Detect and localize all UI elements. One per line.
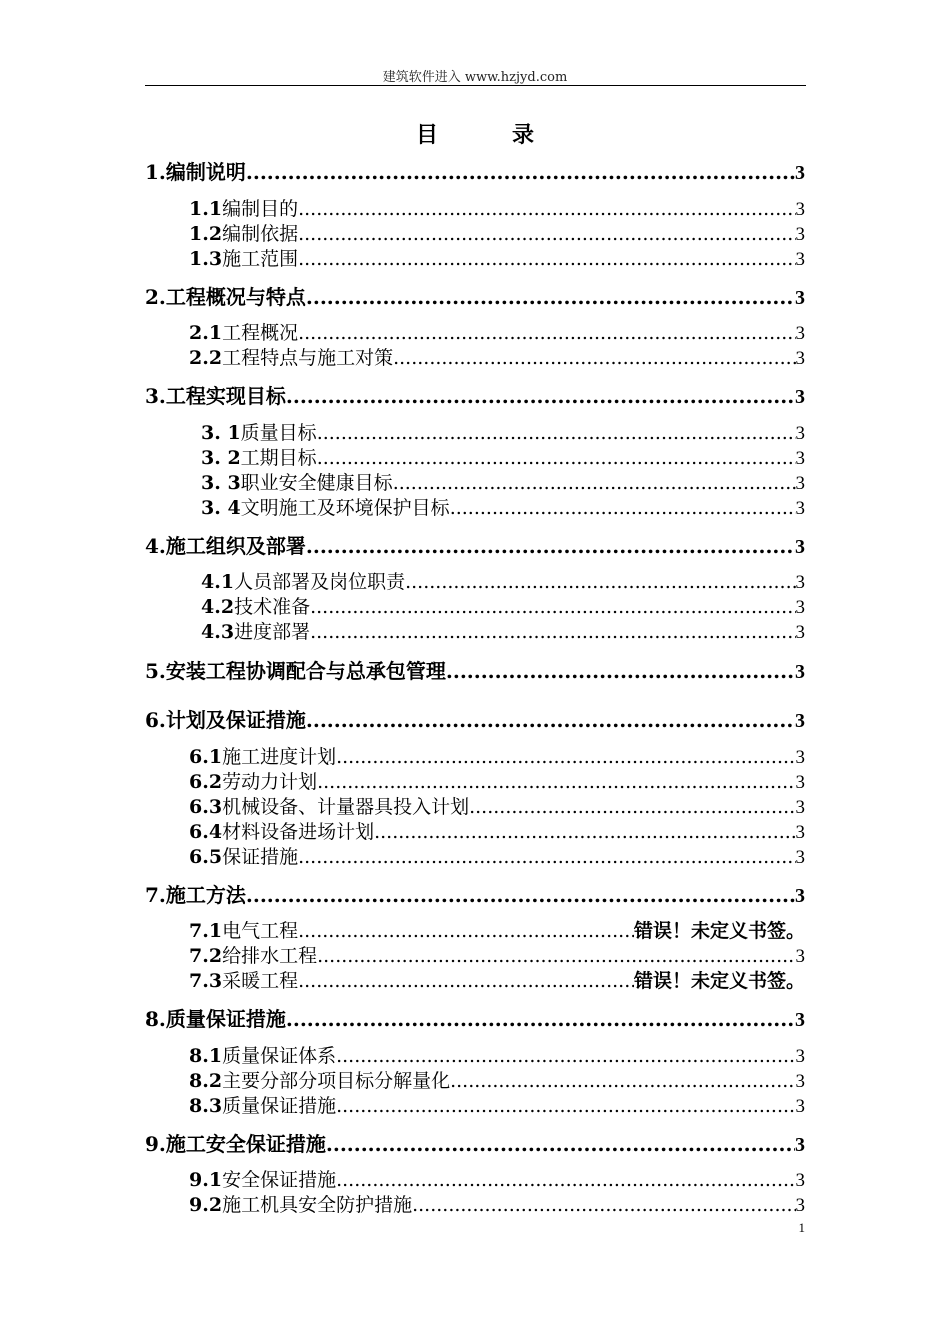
- toc-entry-3[interactable]: [145, 380, 805, 409]
- toc-entry-page: 3: [795, 1170, 805, 1191]
- toc-entry-number: 6.4: [189, 821, 223, 843]
- toc-entry-page: 3: [795, 386, 805, 408]
- toc-entry-7-3[interactable]: [189, 966, 805, 993]
- toc-entry-page: 3: [795, 847, 805, 868]
- toc-entry-label: 工程实现目标: [165, 384, 286, 408]
- toc-entry-8-3[interactable]: [189, 1091, 805, 1118]
- toc-entry-page: 3: [795, 162, 805, 184]
- toc-entry-9-1[interactable]: [189, 1165, 805, 1192]
- toc-entry-2-1[interactable]: [189, 318, 805, 345]
- dot-leader: [310, 621, 795, 643]
- toc-entry-page: 3: [795, 747, 805, 768]
- toc-entry-number: 6.: [145, 708, 166, 732]
- dot-leader: [317, 945, 795, 967]
- toc-entry-6-5[interactable]: [189, 842, 805, 869]
- toc-entry-number: 7.1: [189, 920, 223, 942]
- toc-entry-label: 施工机具安全防护措施: [222, 1194, 413, 1216]
- dot-leader: [317, 422, 796, 444]
- toc-entry-number: 1.: [145, 160, 166, 184]
- toc-entry-label: 安全保证措施: [222, 1169, 337, 1191]
- toc-entry-label: 技术准备: [234, 596, 311, 618]
- toc-entry-6[interactable]: [145, 704, 805, 733]
- toc-entry-page: 3: [795, 498, 805, 519]
- toc-entry-number: 8.2: [189, 1070, 223, 1092]
- toc-entry-number: 4.2: [201, 596, 235, 618]
- toc-entry-label: 编制依据: [222, 223, 299, 245]
- dot-leader: [317, 447, 796, 469]
- toc-entry-label: 材料设备进场计划: [222, 821, 375, 843]
- toc-entry-page: 3: [795, 572, 805, 593]
- toc-entry-label: 编制目的: [222, 198, 299, 220]
- dot-leader: [450, 1070, 795, 1092]
- toc-entry-label: 质量保证措施: [222, 1095, 337, 1117]
- toc-entry-number: 3. 4: [201, 497, 241, 519]
- toc-entry-page: 3: [795, 1009, 805, 1031]
- toc-entry-5[interactable]: [145, 655, 805, 684]
- toc-entry-3-1[interactable]: [201, 418, 805, 445]
- toc-entry-7-1[interactable]: [189, 916, 805, 943]
- toc-entry-label: 质量保证措施: [165, 1007, 286, 1031]
- toc-entry-label: 质量目标: [240, 422, 317, 444]
- dot-leader: [298, 920, 634, 942]
- dot-leader: [246, 883, 795, 907]
- toc-entry-page: 3: [795, 473, 805, 494]
- toc-entry-label: 施工方法: [165, 883, 246, 907]
- toc-entry-number: 3. 2: [201, 447, 241, 469]
- toc-entry-page: 3: [795, 224, 805, 245]
- toc-entry-label: 主要分部分项目标分解量化: [222, 1070, 451, 1092]
- dot-leader: [310, 596, 795, 618]
- toc-entry-label: 劳动力计划: [222, 771, 318, 793]
- toc-entry-label: 施工进度计划: [222, 746, 337, 768]
- toc-entry-page: 3: [795, 1046, 805, 1067]
- page-header-text: 建筑软件进入 www.hzjyd.com: [382, 70, 568, 85]
- toc-entry-label: 机械设备、计量器具投入计划: [222, 796, 470, 818]
- dot-leader: [336, 1095, 795, 1117]
- toc-entry-number: 8.3: [189, 1095, 223, 1117]
- toc-entry-8[interactable]: [145, 1003, 805, 1032]
- toc-entry-number: 6.1: [189, 746, 223, 768]
- toc-entry-4[interactable]: [145, 530, 805, 559]
- dot-leader: [446, 659, 795, 683]
- toc-entry-8-2[interactable]: [189, 1066, 805, 1093]
- toc-entry-label: 职业安全健康目标: [240, 472, 393, 494]
- dot-leader: [450, 497, 796, 519]
- dot-leader: [298, 248, 795, 270]
- toc-entry-page: 3: [795, 822, 805, 843]
- dot-leader: [298, 198, 795, 220]
- dot-leader: [298, 846, 795, 868]
- toc-entry-label: 工期目标: [240, 447, 317, 469]
- dot-leader: [298, 223, 795, 245]
- toc-entry-number: 3. 3: [201, 472, 241, 494]
- toc-entry-label: 给排水工程: [222, 945, 318, 967]
- toc-entry-page: 3: [795, 710, 805, 732]
- toc-entry-page: 3: [795, 772, 805, 793]
- dot-leader: [326, 1132, 795, 1156]
- dot-leader: [298, 970, 634, 992]
- toc-title: 目 录: [415, 122, 560, 148]
- toc-entry-page-error: 错误！未定义书签。: [633, 971, 805, 992]
- dot-leader: [336, 746, 795, 768]
- toc-entry-page: 3: [795, 423, 805, 444]
- toc-entry-number: 4.3: [201, 621, 235, 643]
- toc-entry-number: 3. 1: [201, 422, 241, 444]
- toc-entry-label: 采暖工程: [222, 970, 299, 992]
- toc-entry-4-2[interactable]: [201, 592, 805, 619]
- dot-leader: [306, 285, 795, 309]
- dot-leader: [469, 796, 795, 818]
- toc-entry-2[interactable]: [145, 281, 805, 310]
- dot-leader: [393, 347, 795, 369]
- dot-leader: [246, 160, 795, 184]
- toc-entry-7[interactable]: [145, 879, 805, 908]
- toc-entry-6-2[interactable]: [189, 767, 805, 794]
- toc-entry-6-1[interactable]: [189, 742, 805, 769]
- toc-entry-label: 工程概况与特点: [165, 285, 306, 309]
- toc-entry-label: 安装工程协调配合与总承包管理: [165, 659, 446, 683]
- toc-entry-number: 1.2: [189, 223, 223, 245]
- dot-leader: [286, 384, 795, 408]
- toc-entry-label: 计划及保证措施: [165, 708, 306, 732]
- toc-entry-label: 进度部署: [234, 621, 311, 643]
- toc-entry-label: 质量保证体系: [222, 1045, 337, 1067]
- toc-entry-label: 施工组织及部署: [165, 534, 306, 558]
- toc-entry-1-1[interactable]: [189, 194, 805, 221]
- toc-entry-number: 6.5: [189, 846, 223, 868]
- toc-entry-number: 1.1: [189, 198, 223, 220]
- dot-leader: [393, 472, 796, 494]
- dot-leader: [412, 1194, 795, 1216]
- toc-entry-4-3[interactable]: [201, 617, 805, 644]
- toc-entry-4-1[interactable]: [201, 567, 805, 594]
- toc-entry-number: 2.: [145, 285, 166, 309]
- toc-entry-number: 1.3: [189, 248, 223, 270]
- dot-leader: [298, 322, 795, 344]
- toc-entry-page: 3: [795, 323, 805, 344]
- dot-leader: [374, 821, 795, 843]
- toc-entry-6-4[interactable]: [189, 817, 805, 844]
- toc-entry-page: 3: [795, 1195, 805, 1216]
- toc-entry-3-3[interactable]: [201, 468, 805, 495]
- toc-entry-label: 电气工程: [222, 920, 299, 942]
- toc-entry-page: 3: [795, 661, 805, 683]
- toc-entry-page: 3: [795, 797, 805, 818]
- toc-entry-page: 3: [795, 1096, 805, 1117]
- toc-entry-number: 9.1: [189, 1169, 223, 1191]
- toc-entry-2-2[interactable]: [189, 343, 805, 370]
- toc-entry-7-2[interactable]: [189, 941, 805, 968]
- toc-entry-3-4[interactable]: [201, 493, 805, 520]
- toc-entry-number: 7.2: [189, 945, 223, 967]
- toc-entry-number: 7.3: [189, 970, 223, 992]
- toc-entry-number: 6.3: [189, 796, 223, 818]
- toc-entry-6-3[interactable]: [189, 792, 805, 819]
- toc-entry-page: 3: [795, 536, 805, 558]
- toc-entry-number: 9.2: [189, 1194, 223, 1216]
- dot-leader: [336, 1169, 795, 1191]
- dot-leader: [306, 708, 795, 732]
- dot-leader: [405, 571, 795, 593]
- toc-entry-page: 3: [795, 597, 805, 618]
- toc-entry-page: 3: [795, 1134, 805, 1156]
- toc-entry-9[interactable]: [145, 1128, 805, 1157]
- toc-entry-label: 工程特点与施工对策: [222, 347, 394, 369]
- toc-entry-1-2[interactable]: [189, 219, 805, 246]
- toc-entry-number: 5.: [145, 659, 166, 683]
- toc-entry-label: 工程概况: [222, 322, 299, 344]
- toc-entry-label: 文明施工及环境保护目标: [240, 497, 450, 519]
- toc-entry-label: 施工范围: [222, 248, 299, 270]
- toc-entry-page: 3: [795, 946, 805, 967]
- toc-entry-8-1[interactable]: [189, 1041, 805, 1068]
- toc-entry-number: 8.1: [189, 1045, 223, 1067]
- toc-entry-page: 3: [795, 1071, 805, 1092]
- header-rule: [145, 85, 806, 86]
- toc-entry-number: 2.1: [189, 322, 223, 344]
- toc-entry-label: 保证措施: [222, 846, 299, 868]
- toc-entry-page-error: 错误！未定义书签。: [633, 921, 805, 942]
- toc-entry-number: 8.: [145, 1007, 166, 1031]
- toc-entry-1-3[interactable]: [189, 244, 805, 271]
- toc-entry-page: 3: [795, 885, 805, 907]
- toc-entry-number: 7.: [145, 883, 166, 907]
- dot-leader: [317, 771, 795, 793]
- toc-entry-label: 施工安全保证措施: [165, 1132, 326, 1156]
- toc-entry-number: 4.1: [201, 571, 235, 593]
- toc-entry-3-2[interactable]: [201, 443, 805, 470]
- toc-entry-label: 编制说明: [165, 160, 246, 184]
- toc-entry-page: 3: [795, 448, 805, 469]
- toc-entry-page: 3: [795, 622, 805, 643]
- toc-entry-9-2[interactable]: [189, 1190, 805, 1217]
- toc-entry-label: 人员部署及岗位职责: [234, 571, 406, 593]
- dot-leader: [336, 1045, 795, 1067]
- toc-entry-1[interactable]: [145, 156, 805, 185]
- toc-entry-number: 2.2: [189, 347, 223, 369]
- toc-entry-page: 3: [795, 348, 805, 369]
- toc-entry-number: 9.: [145, 1132, 166, 1156]
- toc-entry-number: 6.2: [189, 771, 223, 793]
- toc-entry-number: 4.: [145, 534, 166, 558]
- toc-entry-number: 3.: [145, 384, 166, 408]
- dot-leader: [286, 1007, 795, 1031]
- page-number: 1: [798, 1220, 805, 1235]
- toc-entry-page: 3: [795, 287, 805, 309]
- toc-entry-page: 3: [795, 199, 805, 220]
- toc-entry-page: 3: [795, 249, 805, 270]
- dot-leader: [306, 534, 795, 558]
